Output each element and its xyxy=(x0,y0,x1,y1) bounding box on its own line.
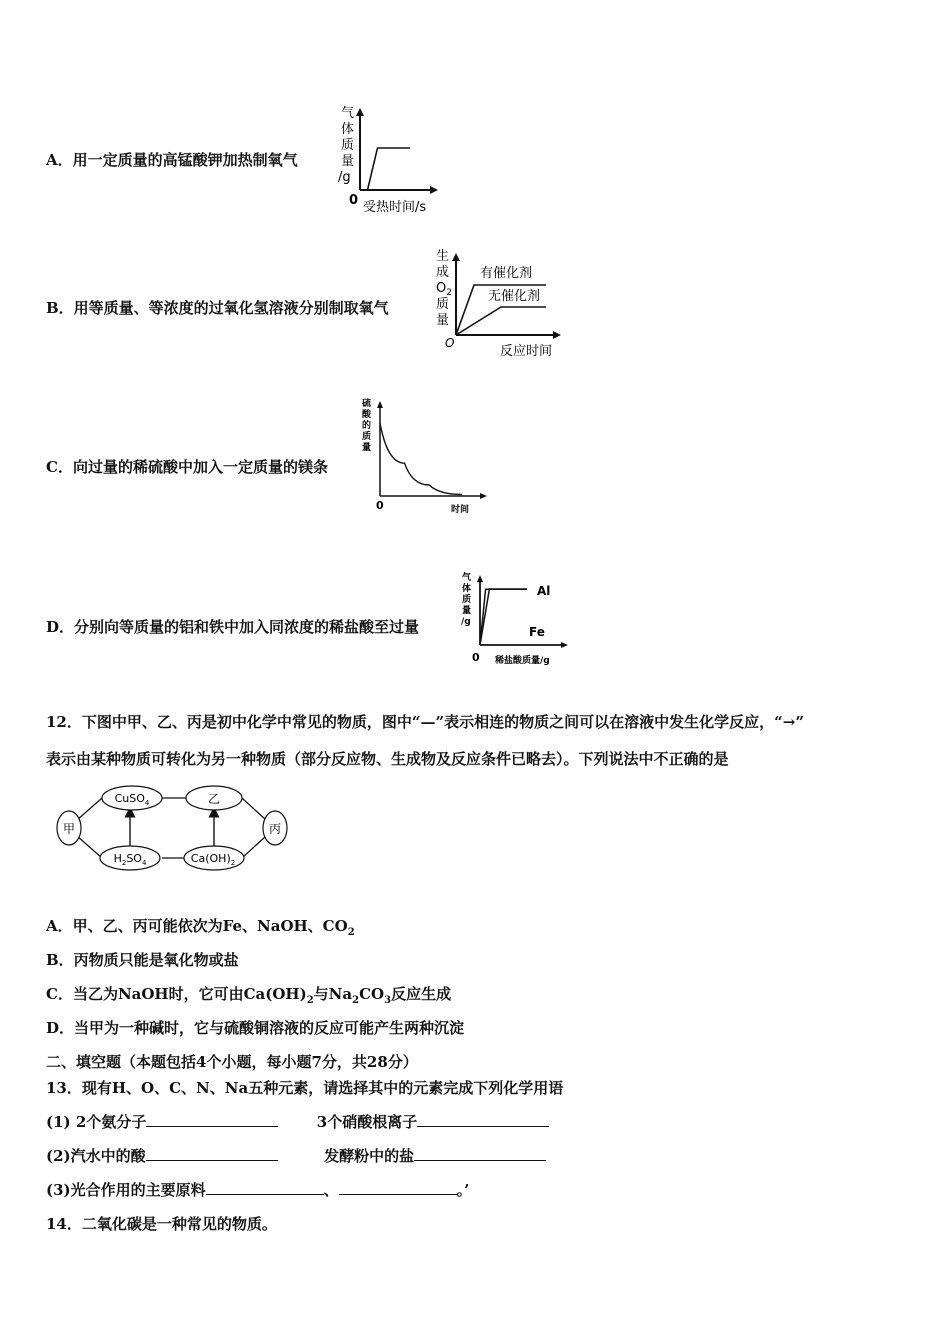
chart-a-x-arrow xyxy=(430,186,438,194)
q13-part2 xyxy=(46,1146,546,1166)
chart-c-series-line xyxy=(380,423,462,495)
chart-a-y-arrow xyxy=(356,108,364,116)
chart-d-ylabel-3: 质 xyxy=(462,595,472,605)
chart-a-origin: 0 xyxy=(349,193,359,208)
q12-option-b: B．丙物质只能是氧化物或盐 xyxy=(46,951,239,969)
q13-p1a-label: (1) 2个氨分子 xyxy=(46,1113,147,1131)
node-caoh2-label: $Ca(OH)_2$ xyxy=(190,852,236,867)
chart-c-origin: 0 xyxy=(376,499,384,512)
chart-d-x-arrow xyxy=(561,642,568,648)
chart-b-origin: O xyxy=(445,336,455,350)
chart-b-ylabel-3: $O_2$ xyxy=(436,281,452,298)
chart-d-y-arrow xyxy=(477,575,483,582)
q13-stem: 13．现有H、O、C、N、Na五种元素，请选择其中的元素完成下列化学用语 xyxy=(46,1079,564,1097)
chart-d-ylabel-5: /g xyxy=(461,617,471,627)
q13-p3-blank2[interactable] xyxy=(339,1180,457,1195)
node-h2so4-label: $H_2SO_4$ xyxy=(113,852,147,867)
option-a-text: A．用一定质量的高锰酸钾加热制氧气 xyxy=(46,151,298,169)
chart-b-y-arrow xyxy=(452,253,460,261)
q12-option-d: D．当甲为一种碱时，它与硫酸铜溶液的反应可能产生两种沉淀 xyxy=(46,1019,465,1037)
chart-a-xlabel: 受热时间/s xyxy=(363,200,427,215)
q13-p3a-label: (3)光合作用的主要原料 xyxy=(46,1181,206,1199)
link-yi-bing xyxy=(242,798,266,820)
q12-option-a: A．甲、乙、丙可能依次为Fe、NaOH、$CO_2$ xyxy=(46,917,355,938)
node-yi-label: 乙 xyxy=(207,792,221,806)
q12-diagram xyxy=(52,782,292,874)
chart-d-xlabel: 稀盐酸质量/g xyxy=(495,656,550,666)
chart-d-origin: 0 xyxy=(472,651,480,664)
chart-a-ylabel-2: 体 xyxy=(341,122,355,137)
chart-b-legend-catalyst: 有催化剂 xyxy=(480,266,533,281)
node-bing-label: 丙 xyxy=(268,822,282,836)
chart-d-ylabel-4: 量 xyxy=(462,606,472,616)
chart-b-ylabel-4: 质 xyxy=(436,297,450,312)
chart-b-xlabel: 反应时间 xyxy=(500,344,553,359)
q13-p1a-blank[interactable] xyxy=(146,1112,278,1127)
option-b-text: B．用等质量、等浓度的过氧化氢溶液分别制取氧气 xyxy=(46,299,389,317)
chart-b-ylabel-5: 量 xyxy=(436,313,450,328)
chart-d xyxy=(455,565,580,670)
chart-a-ylabel-5: /g xyxy=(338,170,351,185)
chart-d-series-fe xyxy=(480,589,527,645)
chart-c-ylabel-5: 量 xyxy=(362,443,372,453)
link-jia-cuso4 xyxy=(77,798,102,820)
chart-d-legend-al: Al xyxy=(537,584,551,598)
node-jia-label: 甲 xyxy=(62,822,76,836)
chart-b-ylabel-2: 成 xyxy=(436,265,450,280)
option-c-text: C．向过量的稀硫酸中加入一定质量的镁条 xyxy=(46,458,328,476)
chart-c-xlabel: 时间 xyxy=(451,505,470,515)
q13-p3-sep: 、 xyxy=(323,1181,339,1199)
chart-c-ylabel-3: 的 xyxy=(362,421,372,431)
chart-d-series-al xyxy=(480,589,527,645)
section2-title: 二、填空题（本题包括4个小题，每小题7分，共28分） xyxy=(46,1053,418,1071)
chart-a xyxy=(325,100,455,220)
chart-c-y-arrow xyxy=(377,401,383,408)
chart-a-series-line xyxy=(368,148,411,190)
chart-c-ylabel-1: 硫 xyxy=(362,399,372,409)
link-jia-h2so4 xyxy=(77,836,102,858)
chart-b-x-arrow xyxy=(553,331,561,339)
chart-d-ylabel-2: 体 xyxy=(462,584,472,594)
chart-c-ylabel-2: 酸 xyxy=(362,410,372,420)
q13-part3 xyxy=(46,1180,469,1200)
chart-d-legend-fe: Fe xyxy=(529,625,545,639)
q12-stem-line2: 表示由某种物质可转化为另一种物质（部分反应物、生成物及反应条件已略去）。下列说法中不正确的是 xyxy=(46,750,729,768)
chart-d-ylabel-1: 气 xyxy=(462,573,472,583)
chart-c-ylabel-4: 质 xyxy=(362,432,372,442)
q13-p1b-label: 3个硝酸根离子 xyxy=(316,1113,418,1131)
q13-part1 xyxy=(46,1112,549,1132)
chart-b xyxy=(428,240,573,365)
q14-stem: 14．二氧化碳是一种常见的物质。 xyxy=(46,1215,277,1233)
chart-c xyxy=(358,393,493,518)
q13-p3-end: 。’ xyxy=(456,1181,470,1199)
q13-p1b-blank[interactable] xyxy=(417,1112,549,1127)
chart-b-series-no-catalyst xyxy=(456,307,546,335)
q13-p3-blank1[interactable] xyxy=(206,1180,324,1195)
chart-b-legend-no-catalyst: 无催化剂 xyxy=(488,289,541,304)
chart-c-x-arrow xyxy=(480,493,487,499)
q13-p2a-blank[interactable] xyxy=(146,1146,278,1161)
node-cuso4-label: CuSO$_4$ xyxy=(114,792,150,807)
chart-a-ylabel-3: 质 xyxy=(341,138,355,153)
q12-stem-line1: 12．下图中甲、乙、丙是初中化学中常见的物质，图中“—”表示相连的物质之间可以在溶液中发生化学反应，“→” xyxy=(46,713,804,731)
chart-a-ylabel-4: 量 xyxy=(341,154,355,169)
option-d-text: D．分别向等质量的铝和铁中加入同浓度的稀盐酸至过量 xyxy=(46,618,420,636)
q12-option-c: C．当乙为NaOH时，它可由$Ca(OH)_2$与$Na_2CO_3$反应生成 xyxy=(46,985,452,1006)
link-caoh2-bing xyxy=(242,836,266,858)
chart-a-ylabel-1: 气 xyxy=(341,106,355,121)
chart-b-ylabel-1: 生 xyxy=(436,249,450,264)
q13-p2a-label: (2)汽水中的酸 xyxy=(46,1147,146,1165)
q13-p2b-label: 发酵粉中的盐 xyxy=(324,1147,415,1165)
q13-p2b-blank[interactable] xyxy=(414,1146,546,1161)
